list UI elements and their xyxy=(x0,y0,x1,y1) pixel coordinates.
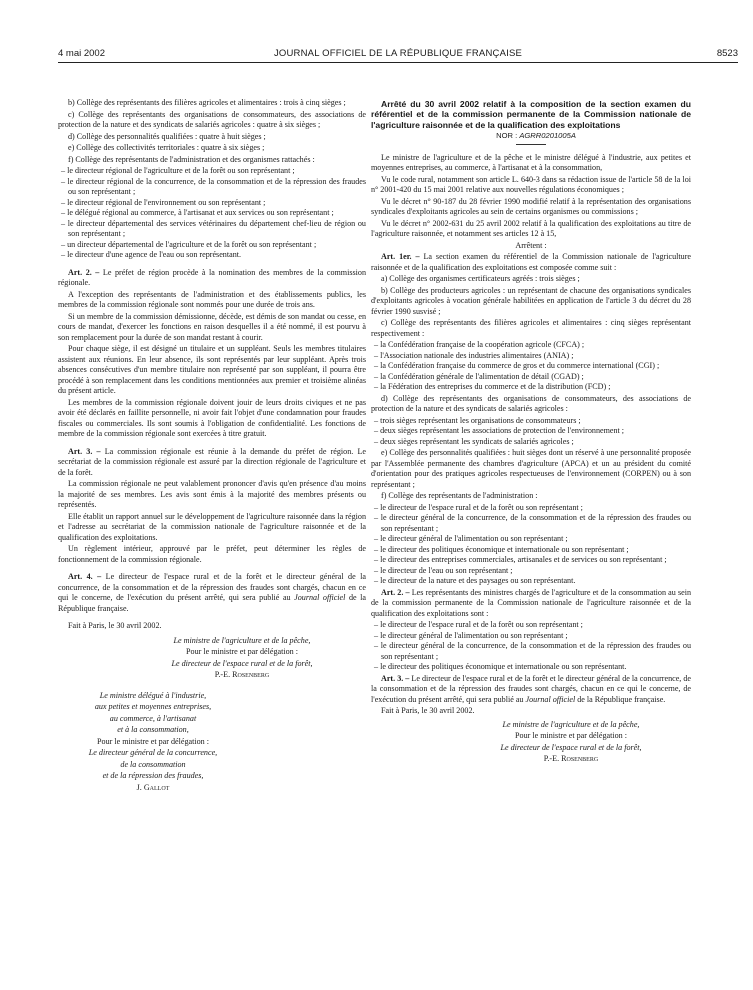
signature-line: Pour le ministre et par délégation : xyxy=(515,731,627,741)
signature-date: Fait à Paris, le 30 avril 2002. xyxy=(68,621,162,630)
article-3 xyxy=(371,674,691,706)
list xyxy=(58,166,366,261)
paragraph: Les membres de la commission régionale doivent jouir de leurs droits civiques et ne pas avoir été déclarés en faillite personnelle, ni avoir fait l'objet d'une condamnation pour fraudes fiscales ou commerciales. Ils sont soumis à l'obligation de confidentialité. Les fonctions de membre de la commission régionale sont exercées à titre gratuit. xyxy=(58,397,366,438)
paragraph: f) Collège des représentants de l'administration : xyxy=(381,491,538,501)
list-item: – la Confédération générale de l'alimentation de détail (CGAD) ; xyxy=(371,372,691,383)
left-column xyxy=(58,98,366,794)
list-item: – le directeur de l'espace rural et de la forêt ou son représentant ; xyxy=(371,620,691,631)
journal-officiel-italic: Journal officiel xyxy=(294,593,346,602)
list xyxy=(371,620,691,673)
paragraph: Le ministre de l'agriculture et de la pêche et le ministre délégué à l'industrie, aux petites et moyennes entreprises, au commerce, à l'artisanat et à la consommation, xyxy=(371,152,691,173)
list xyxy=(371,416,691,448)
title-divider xyxy=(516,144,546,145)
paragraph: La commission régionale ne peut valablement prononcer d'avis qu'en présence d'au moins la majorité de ses membres. Les avis sont émis à la majorité des membres présents ou représentés. xyxy=(58,479,366,509)
list-item: – la Confédération française du commerce de gros et du commerce international (CGI) ; xyxy=(371,361,691,372)
list-item: – trois sièges représentant les organisations de consommateurs ; xyxy=(371,416,691,427)
article-3 xyxy=(58,447,366,479)
list-item: – le directeur des politiques économique et internationale ou son représentant. xyxy=(371,662,691,673)
paragraph: Vu le code rural, notamment son article L. 640-3 dans sa rédaction issue de l'article 58 de la loi n° 2001-420 du 15 mai 2001 relative aux nouvelles régulations économiques ; xyxy=(371,174,691,195)
article-label: Art. 2. – xyxy=(68,267,100,277)
paragraph: b) Collège des représentants des filières agricoles et alimentaires : trois à cinq sièges ; xyxy=(68,98,346,107)
article-label: Art. 2. – xyxy=(381,587,410,597)
signature-line: Le ministre de l'agriculture et de la pêche, xyxy=(502,719,640,729)
paragraph: Elle établit un rapport annuel sur le développement de l'agriculture raisonnée dans la région et l'adresse au secrétariat de la commission nationale de l'agriculture raisonnée et de la qualification des exploitations. xyxy=(58,511,366,542)
signature-line: de la consommation xyxy=(120,759,186,769)
list-item: – le directeur général de la concurrence, de la consommation et de la répression des fraudes ou son représentant ; xyxy=(371,513,691,534)
signature-block xyxy=(58,691,248,794)
signature-line: Le directeur de l'espace rural et de la forêt, xyxy=(500,742,642,752)
paragraph: Vu le décret n° 90-187 du 28 février 1990 modifié relatif à la représentation des organisations syndicales d'exploitants agricoles au sein de certains organismes ou commissions ; xyxy=(371,196,691,217)
article-label: Art. 3. – xyxy=(381,673,410,683)
decree-title: Arrêté du 30 avril 2002 relatif à la composition de la section examen du référentiel et de la commission permanente de la Commission nationale de l'agriculture raisonnée et de la qualification des exploitations xyxy=(371,99,691,130)
article-text: de la République française. xyxy=(575,694,666,704)
article-label: Art. 1er. – xyxy=(381,252,420,262)
list-item: – deux sièges représentant les associations de protection de l'environnement ; xyxy=(371,426,691,437)
list-item: – le directeur général de l'alimentation ou son représentant ; xyxy=(371,631,691,642)
article-2 xyxy=(371,588,691,620)
header-journal-title: JOURNAL OFFICIEL DE LA RÉPUBLIQUE FRANÇAISE xyxy=(273,48,523,59)
signature-line: et à la consommation, xyxy=(117,725,189,734)
header-rule xyxy=(58,62,738,63)
list-item: – la Confédération française de la coopération agricole (CFCA) ; xyxy=(371,340,691,351)
signature-block xyxy=(371,720,691,765)
list-item: – le directeur de l'espace rural et de la forêt ou son représentant ; xyxy=(371,503,691,514)
article-label: Art. 3. – xyxy=(68,446,101,456)
paragraph: c) Collège des représentants des organisations de consommateurs, des associations de protection de la nature et des syndicats de salariés agricoles : quatre à six sièges ; xyxy=(58,109,366,129)
list-item: – le directeur régional de la concurrence, de la consommation et de la répression des fraudes ou son représentant ; xyxy=(58,177,366,198)
paragraph: e) Collège des collectivités territoriales : quatre à six sièges ; xyxy=(68,143,265,152)
paragraph: a) Collège des organismes certificateurs agréés : trois sièges ; xyxy=(381,274,580,284)
article-text: de la République française. xyxy=(58,593,366,613)
list-item: – le directeur des entreprises commerciales, artisanales et de services ou son représentant ; xyxy=(371,555,691,566)
nor-reference xyxy=(371,131,691,142)
signature-line: Le directeur de l'espace rural et de la forêt, xyxy=(171,658,313,668)
right-column xyxy=(371,99,691,766)
nor-label: NOR : xyxy=(496,131,518,141)
article-4 xyxy=(58,572,366,614)
list-item: – le directeur de la nature et des paysages ou son représentant. xyxy=(371,576,691,587)
list-item: – un directeur départemental de l'agriculture et de la forêt ou son représentant ; xyxy=(58,240,366,251)
paragraph: d) Collège des personnalités qualifiées : quatre à huit sièges ; xyxy=(68,131,266,141)
signatory-name: P.-E. Rosenberg xyxy=(543,754,599,764)
paragraph: Vu le décret n° 2002-631 du 25 avril 2002 relatif à la qualification des exploitations au titre de l'agriculture raisonnée, et notamment ses articles 12 à 15, xyxy=(371,218,691,239)
list-item: – le directeur de l'eau ou son représentant ; xyxy=(371,566,691,577)
list xyxy=(371,340,691,393)
list-item: – le directeur général de la concurrence, de la consommation et de la répression des fraudes ou son représentant ; xyxy=(371,641,691,662)
paragraph: f) Collège des représentants de l'administration et des organismes rattachés : xyxy=(68,154,315,164)
signature-line: Le ministre délégué à l'industrie, xyxy=(99,690,207,700)
arretent-heading: Arrêtent : xyxy=(515,240,547,250)
list-item: – le directeur régional de l'agriculture et de la forêt ou son représentant ; xyxy=(58,166,366,177)
article-text: La commission régionale est réunie à la demande du préfet de région. Le secrétariat de la commission régionale est assuré par la direction régionale de l'agriculture et de la forêt. xyxy=(58,446,366,477)
signature-line: et de la répression des fraudes, xyxy=(102,771,204,780)
list-item: – la Fédération des entreprises du commerce et de la distribution (FCD) ; xyxy=(371,382,691,393)
signature-block xyxy=(58,636,366,681)
nor-code: AGRR0201005A xyxy=(519,131,576,141)
signature-line: Pour le ministre et par délégation : xyxy=(97,736,209,746)
list-item: – le directeur départemental des services vétérinaires du département chef-lieu de région ou son représentant ; xyxy=(58,219,366,240)
article-2 xyxy=(58,268,366,289)
signature-line: Le ministre de l'agriculture et de la pêche, xyxy=(173,635,311,645)
header-page-number: 8523 xyxy=(716,48,738,59)
signature-line: aux petites et moyennes entreprises, xyxy=(94,702,212,711)
signatory-name: P.-E. Rosenberg xyxy=(214,670,270,679)
signature-line: au commerce, à l'artisanat xyxy=(109,713,197,723)
list-item: – deux sièges représentant les syndicats de salariés agricoles ; xyxy=(371,437,691,448)
paragraph: A l'exception des représentants de l'administration et des établissements publics, les membres de la commission régionale sont nommés pour une durée de trois ans. xyxy=(58,289,366,309)
signature-date: Fait à Paris, le 30 avril 2002. xyxy=(381,706,475,716)
list-item: – le directeur régional de l'environnement ou son représentant ; xyxy=(58,198,366,209)
paragraph: b) Collège des producteurs agricoles : un représentant de chacune des organisations syndicales d'exploitants agricoles à vocation générale habilitées en application de l'article 3 du décret du 28 février 1990 susvisé ; xyxy=(371,285,691,316)
list-item: – le délégué régional au commerce, à l'artisanat et aux services ou son représentant ; xyxy=(58,208,366,219)
article-1 xyxy=(371,252,691,273)
article-text: Le directeur de l'espace rural et de la forêt et le directeur général de la concurrence, de la consommation et de la répression des fraudes sont chargés, chacun en ce qui le concerne, de l'exécution du présent arrêté, qui sera publié au xyxy=(58,572,366,602)
list-item: – le directeur général de l'alimentation ou son représentant ; xyxy=(371,534,691,545)
header-date: 4 mai 2002 xyxy=(58,48,106,59)
list-item: – le directeur d'une agence de l'eau ou son représentant. xyxy=(58,250,366,261)
paragraph: e) Collège des personnalités qualifiées : huit sièges dont un réservé à une personnalité proposée par l'Assemblée permanente des chambres d'agriculture (APCA) et un au président du comité d'orientation pour des pratiques agricoles respectueuses de l'environnement (CORPEN) ou à son représentant ; xyxy=(371,448,691,489)
article-label: Art. 4. – xyxy=(68,572,102,581)
page-header xyxy=(58,48,738,62)
article-text: Le directeur de l'espace rural et de la forêt et le directeur général de la concurrence, de la consommation et de la répression des fraudes sont chargés, chacun en ce qui le concerne, de l'exécution du présent arrêté, qui sera publié au xyxy=(371,673,692,704)
paragraph: d) Collège des représentants des organisations de consommateurs, des associations de protection de la nature et des syndicats de salariés agricoles : xyxy=(371,393,691,414)
paragraph: c) Collège des représentants des filières agricoles et alimentaires : cinq sièges représentant respectivement : xyxy=(371,318,691,338)
list xyxy=(371,503,691,587)
signature-line: Pour le ministre et par délégation : xyxy=(186,647,298,656)
journal-officiel-italic: Journal officiel xyxy=(525,694,576,704)
signatory-name: J. Gallot xyxy=(136,782,170,792)
article-text: Les représentants des ministres chargés de l'agriculture et de la consommation au sein de la commission permanente de la Commission nationale de l'agriculture raisonnée et de la qualification des exploitations sont : xyxy=(371,587,691,618)
article-text: Le préfet de région procède à la nomination des membres de la commission régionale. xyxy=(58,267,366,287)
signature-line: Le directeur général de la concurrence, xyxy=(88,748,218,757)
paragraph: Si un membre de la commission démissionne, décède, est démis de son mandat ou cesse, en cours de mandat, d'exercer les fonctions en raison desquelles il a été nommé, il est pourvu à son remplacement pour la durée de son mandat restant à courir. xyxy=(58,311,366,342)
list-item: – le directeur des politiques économique et internationale ou son représentant ; xyxy=(371,545,691,556)
list-item: – l'Association nationale des industries alimentaires (ANIA) ; xyxy=(371,351,691,362)
article-text: La section examen du référentiel de la Commission nationale de l'agriculture raisonnée et de la qualification des exploitations est composée comme suit : xyxy=(371,252,692,272)
paragraph: Pour chaque siège, il est désigné un titulaire et un suppléant. Seuls les membres titulaires assistent aux réunions. En leur absence, ils sont représentés par leur suppléant. Après trois absences consécutives d'un membre titulaire non représenté par son suppléant, il pourra être procédé à son remplacement dans les conditions mentionnées aux premier et troisième alinéas du présent article. xyxy=(58,344,366,395)
paragraph: Un règlement intérieur, approuvé par le préfet, peut déterminer les règles de fonctionnement de la commission régionale. xyxy=(58,544,366,564)
